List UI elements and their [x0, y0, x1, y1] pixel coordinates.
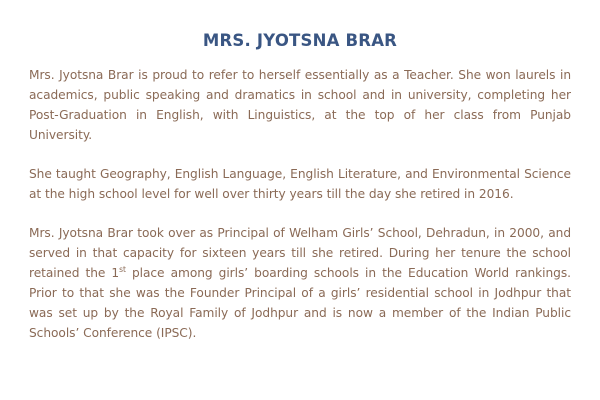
bio-paragraph-principal-text-start: Mrs. Jyotsna Brar took over as Principal of Welham Girls’ School, Dehradun, in 2000, and served in that capacity for sixteen years till she retired. During her tenure the school retained the 1 [29, 226, 571, 280]
profile-section [29, 0, 571, 343]
bio-paragraph-principal-text-end: place among girls’ boarding schools in the Education World rankings. Prior to that she was the Founder Principal of a girls’ residential school in Jodhpur that was set up by the Royal Family of Jodhpur and is now a member of the Indian Public Schools’ Conference (IPSC). [29, 266, 571, 340]
bio-paragraph-principal [29, 223, 571, 343]
ordinal-superscript: st [119, 265, 126, 274]
bio-paragraph-teaching: She taught Geography, English Language, English Literature, and Environmental Science at the high school level for well over thirty years till the day she retired in 2016. [29, 167, 571, 201]
profile-name-heading: MRS. JYOTSNA BRAR [202, 31, 398, 50]
bio-paragraph-education: Mrs. Jyotsna Brar is proud to refer to herself essentially as a Teacher. She won laurels in academics, public speaking and dramatics in school and in university, completing her Post-Graduation in English, with Linguistics, at the top of her class from Punjab University. [29, 68, 571, 142]
